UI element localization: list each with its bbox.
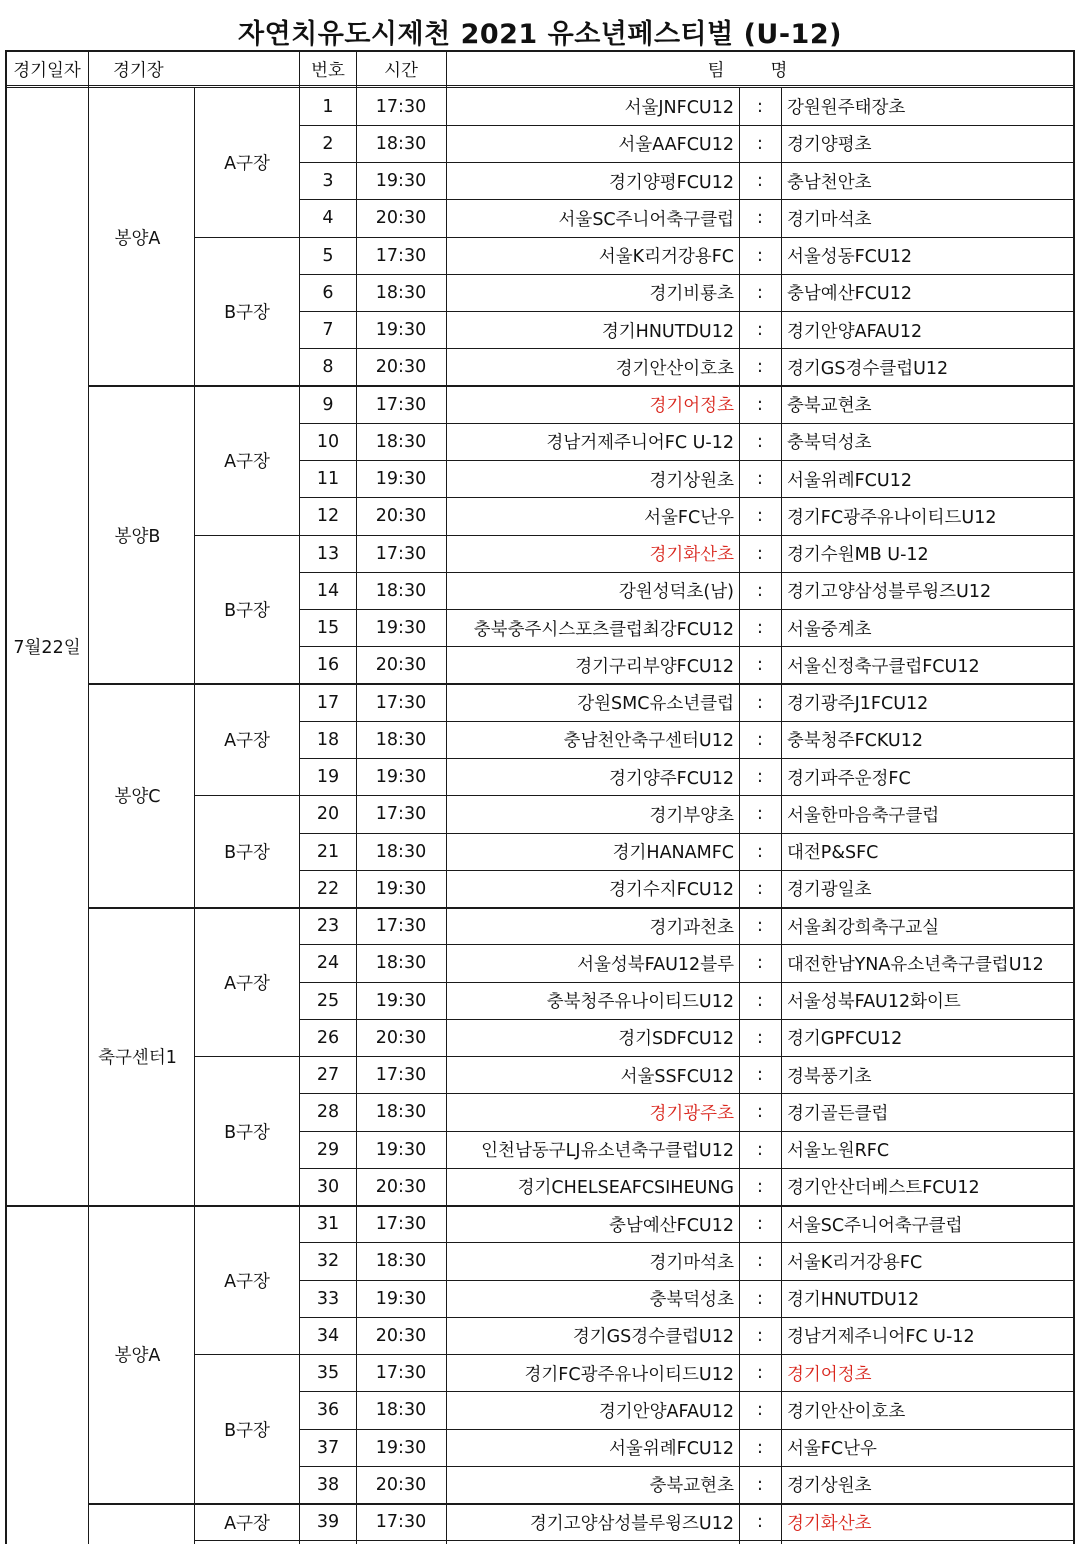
- match-number: 2: [322, 133, 334, 154]
- match-time: 19:30: [375, 618, 427, 639]
- vs-separator: :: [757, 1251, 763, 1272]
- away-team: 충북교현초: [787, 396, 872, 417]
- home-team: 경기어정초: [649, 396, 734, 417]
- column-divider: [299, 50, 300, 1544]
- vs-separator: :: [757, 469, 763, 490]
- match-number: 29: [316, 1139, 340, 1160]
- home-team: 충북충주시스포츠클럽최강FCU12: [473, 619, 734, 640]
- field-label: A구장: [224, 452, 270, 472]
- home-team: 서울위례FCU12: [609, 1439, 734, 1460]
- match-number: 39: [316, 1512, 340, 1533]
- match-time: 17:30: [375, 692, 427, 713]
- vs-separator: :: [757, 655, 763, 676]
- home-team: 강원SMC유소년클럽: [577, 694, 734, 715]
- match-number: 13: [316, 543, 340, 564]
- header-team: [446, 50, 1075, 88]
- home-team: 경기안양AFAU12: [598, 1401, 734, 1422]
- away-team: 경북풍기초: [787, 1066, 872, 1087]
- schedule-table: [5, 50, 1075, 1544]
- away-team: 서울K리거강용FC: [787, 1252, 923, 1273]
- match-time: 17:30: [375, 1363, 427, 1384]
- away-team: 서울성동FCU12: [787, 247, 912, 268]
- match-time: 20:30: [375, 357, 427, 378]
- match-number: 19: [316, 767, 340, 788]
- row-divider: [89, 385, 1075, 387]
- vs-separator: :: [757, 618, 763, 639]
- column-divider: [194, 88, 195, 1544]
- home-team: 경남거제주니어FC U-12: [546, 433, 734, 454]
- away-team: 경기파주운정FC: [787, 768, 911, 789]
- match-number: 33: [316, 1288, 340, 1309]
- match-time: 18:30: [375, 1400, 427, 1421]
- vs-separator: :: [757, 878, 763, 899]
- away-team: 충남천안초: [787, 172, 872, 193]
- away-team: 서울위례FCU12: [787, 470, 912, 491]
- away-team: 경기어정초: [787, 1364, 872, 1385]
- home-team: 경기광주초: [649, 1103, 734, 1124]
- away-team: 경기고양삼성블루윙즈U12: [787, 582, 992, 603]
- away-team: 경기마석초: [787, 209, 872, 230]
- home-team: 경기과천초: [649, 917, 734, 938]
- match-number: 11: [316, 469, 340, 490]
- match-time: 17:30: [375, 543, 427, 564]
- home-team: 경기SDFCU12: [618, 1029, 734, 1050]
- vs-separator: :: [757, 208, 763, 229]
- match-time: 18:30: [375, 1102, 427, 1123]
- match-number: 16: [316, 655, 340, 676]
- vs-separator: :: [757, 394, 763, 415]
- column-divider: [5, 50, 7, 1544]
- vs-separator: :: [757, 357, 763, 378]
- match-number: 6: [322, 282, 334, 303]
- vs-separator: :: [757, 1027, 763, 1048]
- match-time: 18:30: [375, 133, 427, 154]
- away-team: 경기화산초: [787, 1513, 872, 1534]
- match-time: 19:30: [375, 469, 427, 490]
- home-team: 경기마석초: [649, 1252, 734, 1273]
- row-divider: [5, 85, 1075, 86]
- match-time: 18:30: [375, 841, 427, 862]
- match-number: 4: [322, 208, 334, 229]
- row-divider: [89, 1503, 1075, 1505]
- home-team: 경기수지FCU12: [609, 880, 734, 901]
- home-team: 서울AAFCU12: [618, 135, 734, 156]
- away-team: 대전P&SFC: [787, 843, 879, 864]
- column-divider: [88, 50, 89, 1544]
- field-label: B구장: [224, 303, 270, 323]
- vs-separator: :: [757, 282, 763, 303]
- row-divider: [300, 1540, 1075, 1541]
- match-time: 19:30: [375, 320, 427, 341]
- away-team: 경기안산더베스트FCU12: [787, 1178, 980, 1199]
- vs-separator: :: [757, 767, 763, 788]
- match-number: 34: [316, 1325, 340, 1346]
- match-time: 19:30: [375, 1139, 427, 1160]
- field-label: B구장: [224, 1420, 270, 1441]
- match-time: 19:30: [375, 990, 427, 1011]
- away-team: 경기HNUTDU12: [787, 1290, 920, 1311]
- match-time: 18:30: [375, 580, 427, 601]
- match-number: 26: [316, 1027, 340, 1048]
- row-divider: [194, 1540, 300, 1541]
- match-time: 18:30: [375, 953, 427, 974]
- column-divider: [1073, 50, 1075, 1544]
- field-label: A구장: [224, 1513, 270, 1534]
- vs-separator: :: [757, 1325, 763, 1346]
- home-team: 경기CHELSEAFCSIHEUNG: [517, 1178, 734, 1199]
- home-team: 강원성덕초(남): [618, 582, 734, 603]
- match-time: 17:30: [375, 394, 427, 415]
- away-team: 경기GS경수클럽U12: [787, 358, 949, 379]
- away-team: 경기안양AFAU12: [787, 321, 923, 342]
- vs-separator: :: [757, 320, 763, 341]
- home-team: 경기화산초: [649, 545, 734, 566]
- header-team-label: 팀: [707, 60, 725, 81]
- vs-separator: :: [757, 431, 763, 452]
- vs-separator: :: [757, 1288, 763, 1309]
- home-team: 충북교현초: [649, 1476, 734, 1497]
- match-time: 17:30: [375, 245, 427, 266]
- away-team: 충북청주FCKU12: [787, 731, 923, 752]
- match-time: 20:30: [375, 506, 427, 527]
- match-number: 37: [316, 1437, 340, 1458]
- match-time: 20:30: [375, 1474, 427, 1495]
- vs-separator: :: [757, 804, 763, 825]
- home-team: 충북덕성초: [649, 1290, 734, 1311]
- home-team: 경기HNUTDU12: [601, 321, 734, 342]
- match-number: 35: [316, 1363, 340, 1384]
- home-team: 경기부양초: [649, 805, 734, 826]
- vs-separator: :: [757, 1512, 763, 1533]
- away-team: 서울최강희축구교실: [787, 917, 940, 938]
- match-time: 20:30: [375, 208, 427, 229]
- vs-separator: :: [757, 1363, 763, 1384]
- vs-separator: :: [757, 1102, 763, 1123]
- match-number: 9: [322, 394, 334, 415]
- vs-separator: :: [757, 543, 763, 564]
- match-number: 1: [322, 96, 334, 117]
- match-number: 25: [316, 990, 340, 1011]
- vs-separator: :: [757, 171, 763, 192]
- vs-separator: :: [757, 953, 763, 974]
- match-time: 18:30: [375, 729, 427, 750]
- venue-label: 봉양C: [114, 787, 161, 808]
- away-team: 경기FC광주유나이티드U12: [787, 507, 997, 528]
- match-time: 20:30: [375, 655, 427, 676]
- home-team: 서울SSFCU12: [620, 1066, 734, 1087]
- vs-separator: :: [757, 729, 763, 750]
- match-number: 27: [316, 1065, 340, 1086]
- home-team: 서울성북FAU12블루: [577, 954, 734, 975]
- match-time: 17:30: [375, 1065, 427, 1086]
- vs-separator: :: [757, 1139, 763, 1160]
- vs-separator: :: [757, 990, 763, 1011]
- date-label: [5, 1206, 89, 1541]
- away-team: 충남예산FCU12: [787, 284, 912, 305]
- match-number: 8: [322, 357, 334, 378]
- home-team: 경기HANAMFC: [612, 843, 734, 864]
- header-team-suffix: 명: [770, 60, 788, 81]
- home-team: 경기상원초: [649, 470, 734, 491]
- away-team: 서울노원RFC: [787, 1141, 890, 1162]
- row-divider: [89, 683, 1075, 685]
- column-divider: [781, 88, 782, 1544]
- field-label: B구장: [224, 601, 270, 621]
- away-team: 경기GPFCU12: [787, 1029, 903, 1050]
- match-number: 17: [316, 692, 340, 713]
- home-team: 서울K리거강용FC: [598, 247, 734, 268]
- venue-label: [89, 1504, 194, 1541]
- vs-separator: :: [757, 1176, 763, 1197]
- match-time: 19:30: [375, 171, 427, 192]
- match-number: 24: [316, 953, 340, 974]
- match-time: 19:30: [375, 1288, 427, 1309]
- home-team: 인천남동구LJ유소년축구클럽U12: [481, 1141, 734, 1162]
- match-number: 15: [316, 618, 340, 639]
- away-team: 대전한남YNA유소년축구클럽U12: [787, 954, 1044, 975]
- away-team: 경남거제주니어FC U-12: [787, 1327, 975, 1348]
- column-divider: [739, 88, 740, 1544]
- match-number: 20: [316, 804, 340, 825]
- field-label: A구장: [224, 973, 270, 994]
- match-time: 20:30: [375, 1325, 427, 1346]
- away-team: 서울성북FAU12화이트: [787, 992, 961, 1013]
- row-divider: [5, 50, 1075, 52]
- home-team: 서울FC난우: [644, 507, 734, 528]
- match-time: 18:30: [375, 1251, 427, 1272]
- match-time: 19:30: [375, 767, 427, 788]
- venue-label: 봉양A: [114, 228, 161, 249]
- vs-separator: :: [757, 916, 763, 937]
- field-label: A구장: [224, 1271, 270, 1292]
- vs-separator: :: [757, 1065, 763, 1086]
- match-time: 18:30: [375, 282, 427, 303]
- match-number: 18: [316, 729, 340, 750]
- home-team: 경기FC광주유나이티드U12: [524, 1364, 734, 1385]
- away-team: 강원원주태장초: [787, 98, 906, 119]
- away-team: 서울신정축구클럽FCU12: [787, 656, 980, 677]
- home-team: 충남천안축구센터U12: [563, 731, 734, 752]
- away-team: 경기상원초: [787, 1476, 872, 1497]
- column-divider: [356, 50, 357, 1544]
- match-time: 19:30: [375, 878, 427, 899]
- away-team: 서울한마음축구클럽: [787, 805, 940, 826]
- row-divider: [89, 907, 1075, 909]
- match-number: 23: [316, 916, 340, 937]
- header-time: 시간: [384, 60, 418, 81]
- vs-separator: :: [757, 1437, 763, 1458]
- vs-separator: :: [757, 1400, 763, 1421]
- match-number: 12: [316, 506, 340, 527]
- field-label: A구장: [224, 731, 270, 752]
- home-team: 경기양평FCU12: [609, 172, 734, 193]
- match-number: 30: [316, 1176, 340, 1197]
- match-number: 14: [316, 580, 340, 601]
- home-team: 서울SC주니어축구클럽: [558, 209, 734, 230]
- home-team: 경기고양삼성블루윙즈U12: [529, 1513, 734, 1534]
- column-divider: [446, 50, 447, 1544]
- match-number: 38: [316, 1474, 340, 1495]
- venue-label: 축구센터1: [98, 1048, 177, 1068]
- home-team: 서울JNFCU12: [624, 98, 734, 119]
- match-number: 36: [316, 1400, 340, 1421]
- home-team: 경기양주FCU12: [609, 768, 734, 789]
- match-time: 17:30: [375, 804, 427, 825]
- row-divider: [5, 87, 1075, 88]
- match-number: 3: [322, 171, 334, 192]
- vs-separator: :: [757, 506, 763, 527]
- vs-separator: :: [757, 133, 763, 154]
- venue-label: 봉양A: [114, 1346, 161, 1366]
- date-label: 7월22일: [13, 638, 81, 659]
- away-team: 경기수원MB U-12: [787, 545, 929, 566]
- vs-separator: :: [757, 841, 763, 862]
- vs-separator: :: [757, 96, 763, 117]
- home-team: 충남예산FCU12: [609, 1215, 734, 1236]
- match-time: 17:30: [375, 1512, 427, 1533]
- field-label: B구장: [224, 1122, 270, 1143]
- match-time: 20:30: [375, 1176, 427, 1197]
- vs-separator: :: [757, 692, 763, 713]
- home-team: 충북청주유나이티드U12: [546, 992, 734, 1013]
- match-number: 7: [322, 320, 334, 341]
- away-team: 서울FC난우: [787, 1439, 877, 1460]
- header-venue: 경기장: [113, 60, 164, 81]
- match-number: 22: [316, 878, 340, 899]
- field-label: B구장: [224, 843, 270, 864]
- match-time: 20:30: [375, 1027, 427, 1048]
- header-number: 번호: [311, 60, 345, 81]
- match-time: 17:30: [375, 916, 427, 937]
- home-team: 경기안산이호초: [615, 358, 734, 379]
- match-time: 18:30: [375, 431, 427, 452]
- vs-separator: :: [757, 580, 763, 601]
- away-team: 경기골든클럽: [787, 1103, 889, 1124]
- match-number: 21: [316, 841, 340, 862]
- field-label: A구장: [224, 154, 270, 174]
- away-team: 경기양평초: [787, 135, 872, 156]
- venue-label: 봉양B: [114, 526, 161, 547]
- home-team: 경기비룡초: [649, 284, 734, 305]
- away-team: 경기광일초: [787, 880, 872, 901]
- match-number: 5: [322, 245, 334, 266]
- row-divider: [89, 1205, 1075, 1207]
- match-number: 28: [316, 1102, 340, 1123]
- away-team: 경기안산이호초: [787, 1401, 906, 1422]
- header-date: 경기일자: [13, 60, 81, 81]
- match-number: 32: [316, 1251, 340, 1272]
- away-team: 서울중계초: [787, 619, 872, 640]
- away-team: 서울SC주니어축구클럽: [787, 1215, 963, 1236]
- vs-separator: :: [757, 1214, 763, 1235]
- match-number: 10: [316, 431, 340, 452]
- vs-separator: :: [757, 245, 763, 266]
- page-title: 자연치유도시제천 2021 유소년페스티벌 (U-12): [238, 19, 842, 50]
- match-time: 17:30: [375, 1214, 427, 1235]
- match-time: 19:30: [375, 1437, 427, 1458]
- away-team: 경기광주J1FCU12: [787, 694, 929, 715]
- match-time: 17:30: [375, 96, 427, 117]
- match-number: 31: [316, 1214, 340, 1235]
- home-team: 경기구리부양FCU12: [575, 656, 734, 677]
- away-team: 충북덕성초: [787, 433, 872, 454]
- home-team: 경기GS경수클럽U12: [572, 1327, 734, 1348]
- vs-separator: :: [757, 1474, 763, 1495]
